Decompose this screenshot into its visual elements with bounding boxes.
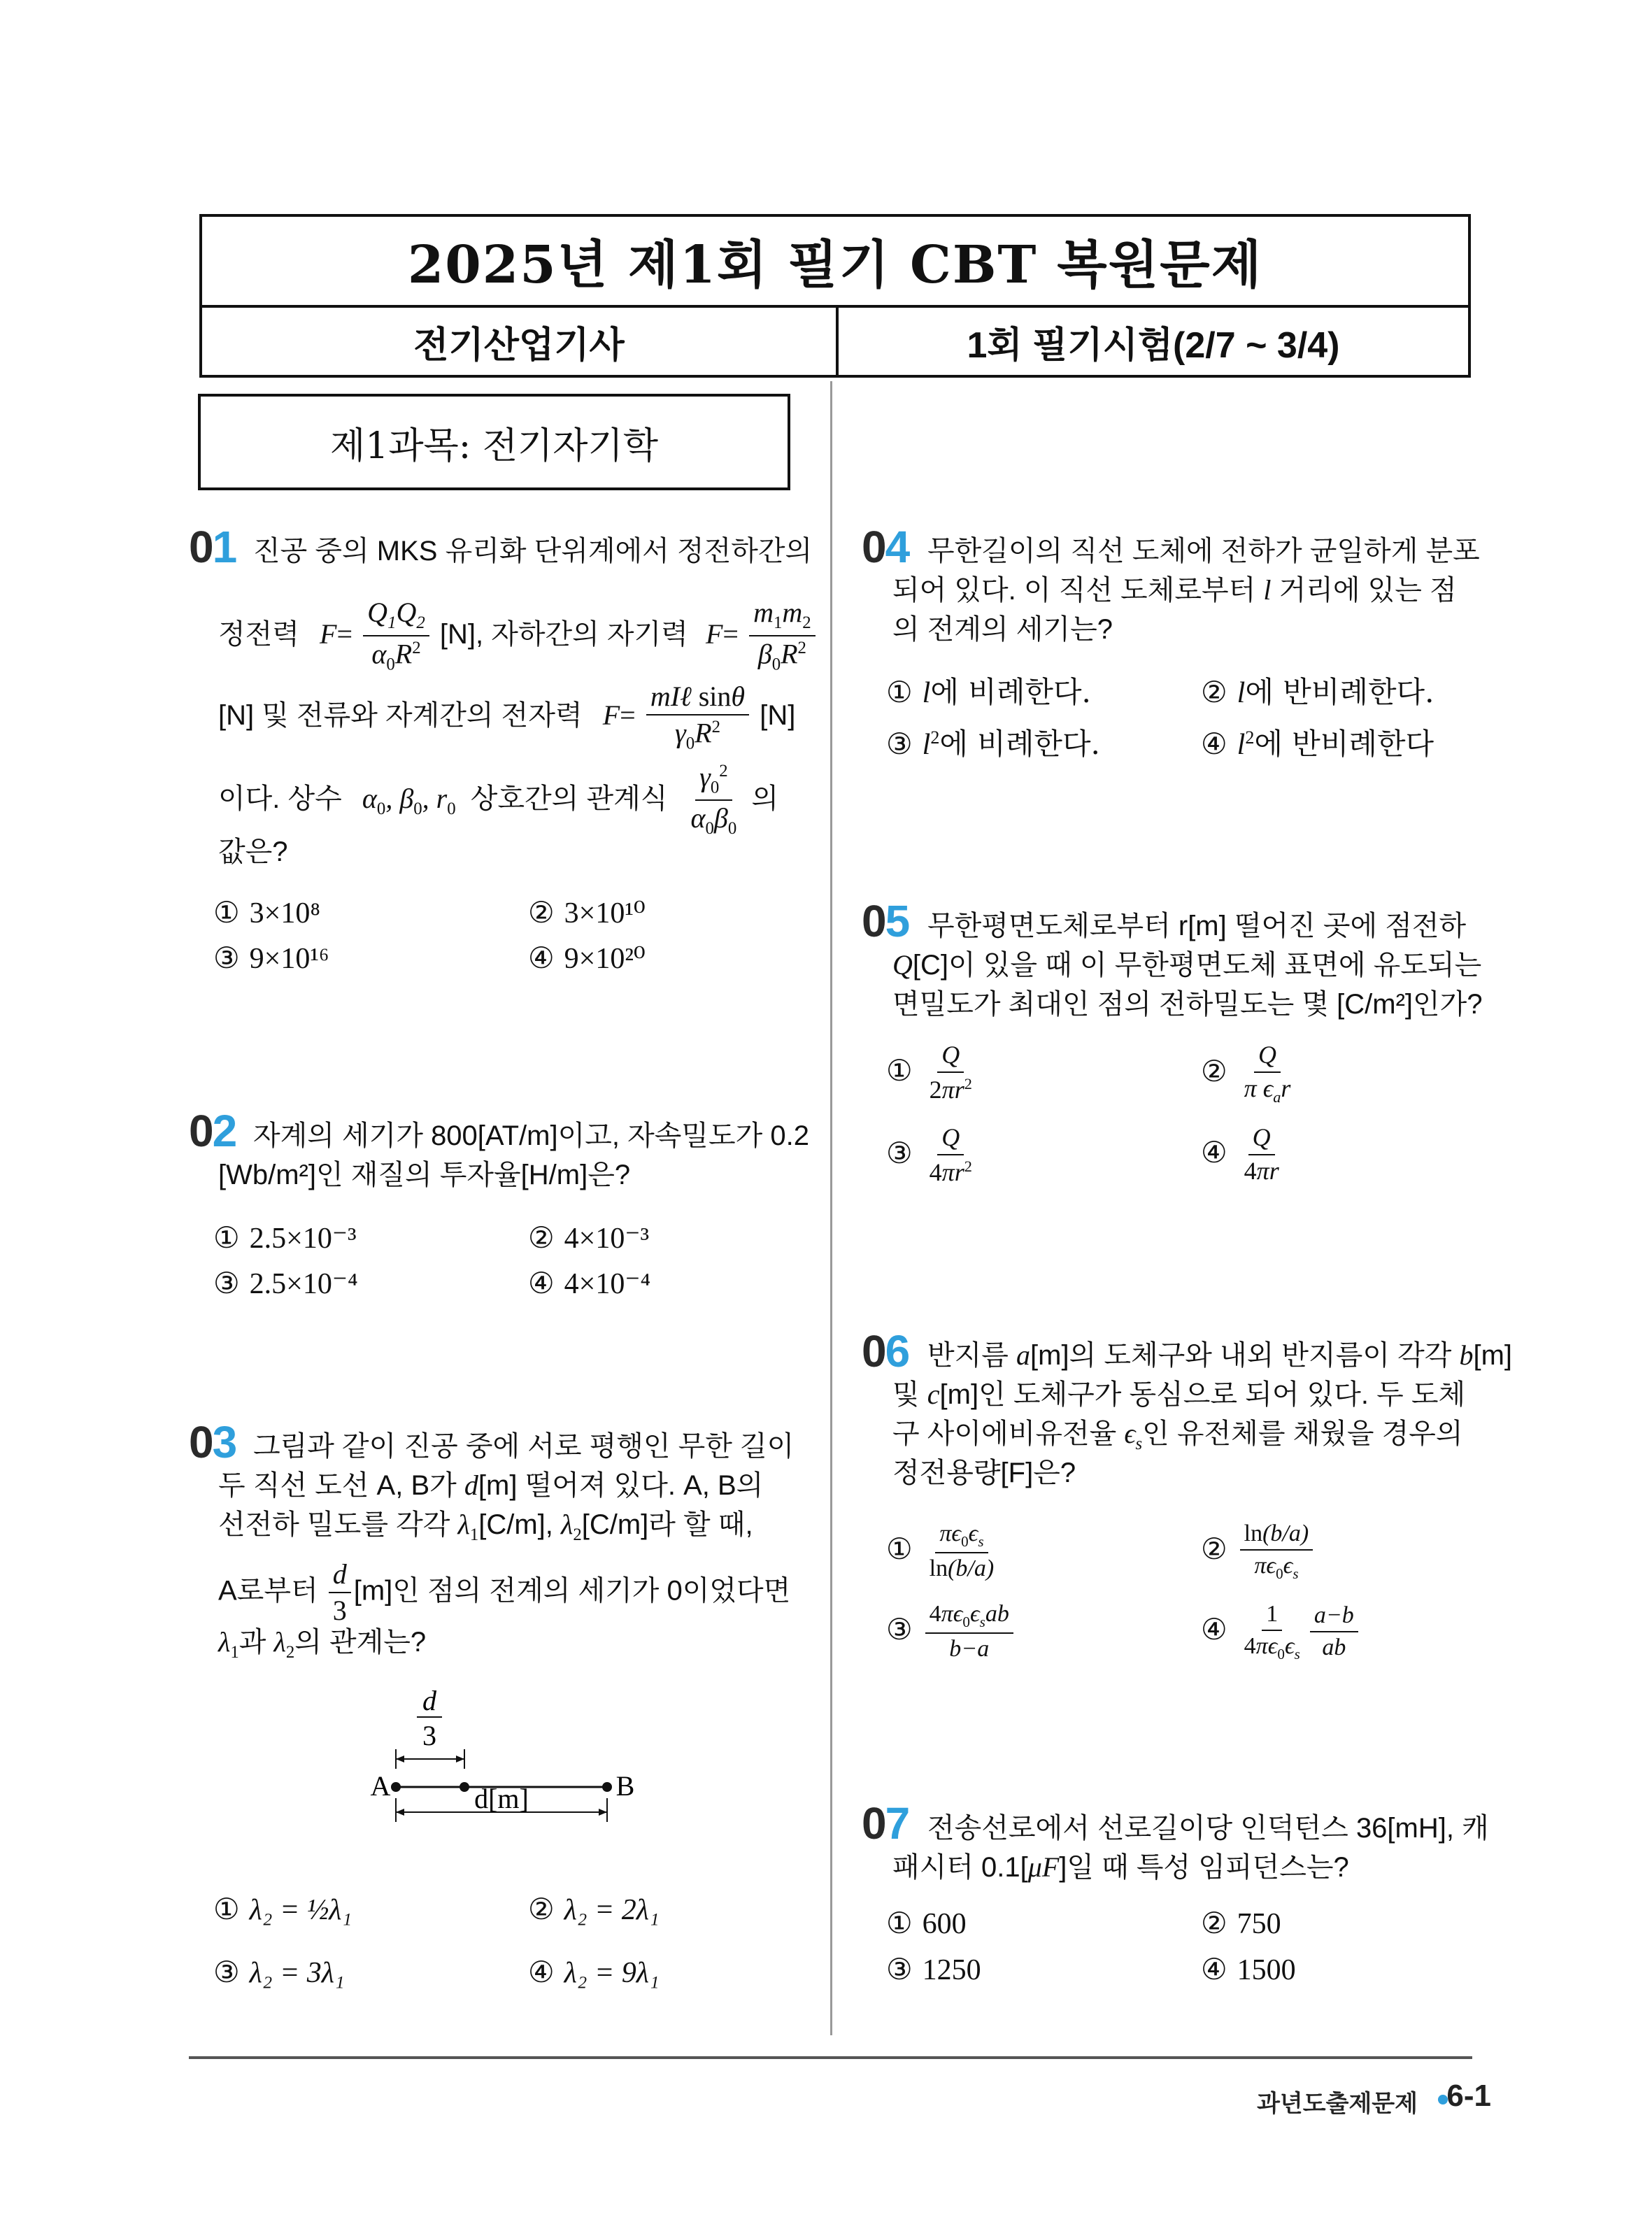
- column-divider: [830, 381, 832, 2035]
- question-text: 패시터 0.1[μF]일 때 특성 임피던스는?: [892, 1851, 1349, 1883]
- question-text: 구 사이에비유전율 $\epsilon_s$인 유전체를 채웠을 경우의: [892, 1418, 1463, 1453]
- figure-top-denominator: 3: [422, 1720, 436, 1751]
- page-number: 6-1: [1446, 2079, 1491, 2113]
- distance-figure: [357, 1682, 650, 1850]
- option-1[interactable]: ① 2.5×10⁻³: [213, 1220, 357, 1255]
- option-4[interactable]: ④ λ₂ = 9λ₁: [528, 1955, 660, 1989]
- question-text: 무한평면도체로부터 r[m] 떨어진 곳에 점전하: [927, 911, 1467, 941]
- question-text: A로부터 $\frac{d}{3}$ [m]인 점의 전계의 세기가 0이었다면: [218, 1558, 791, 1626]
- option-1[interactable]: ① l에 비례한다.: [886, 675, 1091, 709]
- question-text: 반지름 a[m]의 도체구와 내외 반지름이 각각 b[m]: [927, 1339, 1513, 1371]
- question-text: 두 직선 도선 A, B가 d[m] 떨어져 있다. A, B의: [218, 1469, 764, 1501]
- question-text: 되어 있다. 이 직선 도체로부터 l 거리에 있는 점: [892, 574, 1457, 606]
- question-number-05: 05: [862, 896, 909, 946]
- option-2[interactable]: ② 3×10¹⁰: [528, 895, 646, 930]
- question-text: 값은?: [218, 836, 288, 867]
- question-number-01: 01: [189, 522, 236, 572]
- figure-label-b: B: [615, 1770, 635, 1802]
- option-2[interactable]: ② l에 반비례한다.: [1201, 675, 1434, 709]
- header-box: [199, 214, 1471, 378]
- option-4[interactable]: ④ 4×10⁻⁴: [528, 1266, 651, 1300]
- option-3[interactable]: ③ $\frac{4\pi\epsilon_0\epsilon_sab}{b-a}$: [886, 1602, 1016, 1662]
- option-2[interactable]: ② 4×10⁻³: [528, 1220, 650, 1255]
- option-1[interactable]: ① $\frac{Q}{2\pi r^2}$: [886, 1041, 972, 1104]
- figure-bottom-label: d[m]: [474, 1783, 529, 1814]
- option-2[interactable]: ② $\frac{\ln(b/a)}{\pi\epsilon_0\epsilon_s}$: [1201, 1521, 1316, 1581]
- question-text: 진공 중의 MKS 유리화 단위계에서 정전하간의: [253, 536, 813, 567]
- option-3[interactable]: ③ λ₂ = 3λ₁: [213, 1955, 345, 1989]
- question-number-06: 06: [862, 1326, 909, 1376]
- subject-heading: 제1과목: 전기자기학: [198, 394, 790, 490]
- question-text: [Wb/m²]인 재질의 투자율[H/m]은?: [218, 1160, 631, 1190]
- question-text: 선전하 밀도를 각각 $\lambda_1[C/m]$, $\lambda_2[C/m]$라 할 때,: [218, 1509, 753, 1544]
- option-4[interactable]: ④ 1500: [1201, 1952, 1296, 1986]
- question-number-04: 04: [862, 522, 909, 572]
- question-text: 전송선로에서 선로길이당 인덕턴스 36[mH], 캐: [927, 1813, 1489, 1844]
- question-text: 면밀도가 최대인 점의 전하밀도는 몇 [C/m²]인가?: [892, 989, 1483, 1020]
- option-4[interactable]: ④ 9×10²⁰: [528, 941, 646, 975]
- question-text: 정전력 F= $\frac{Q_1Q_2}{\alpha_0R^2}$ [N], 자하간의 자기력 F= $\frac{m_1m_2}{\beta_0R^2}$: [218, 598, 818, 674]
- question-text: [N] 및 전류와 자계간의 전자력 F= $\frac{\text{mIℓ sinθ}}{\gamma_0R^2}$ [N]: [218, 681, 796, 753]
- question-text: 무한길이의 직선 도체에 전하가 균일하게 분포: [927, 536, 1480, 567]
- option-4[interactable]: ④ $l^2$에 반비례한다: [1201, 727, 1434, 761]
- option-2[interactable]: ② λ₂ = 2λ₁: [528, 1892, 660, 1926]
- figure-top-numerator: d: [422, 1685, 436, 1716]
- question-number-07: 07: [862, 1798, 909, 1849]
- question-number-03: 03: [189, 1417, 236, 1467]
- option-3[interactable]: ③ $\frac{Q}{4\pi r^2}$: [886, 1123, 972, 1186]
- page-title: 2025년 제1회 필기 CBT 복원문제: [202, 217, 1468, 308]
- option-4[interactable]: ④ $\frac{Q}{4\pi r}$: [1201, 1123, 1279, 1185]
- option-1[interactable]: ① $\frac{\pi\epsilon_0\epsilon_s}{\ln(b/a)}$: [886, 1521, 995, 1581]
- header-exam-name: 전기산업기사: [202, 308, 839, 375]
- question-text: $\lambda_1$과 $\lambda_2$의 관계는?: [218, 1626, 427, 1662]
- header-exam-session: 1회 필기시험(2/7 ~ 3/4): [967, 325, 1340, 366]
- option-3[interactable]: ③ $l^2$에 비례한다.: [886, 727, 1100, 761]
- question-text: 정전용량[F]은?: [892, 1458, 1076, 1488]
- question-text: 및 c[m]인 도체구가 동심으로 되어 있다. 두 도체: [892, 1379, 1466, 1410]
- question-text: 이다. 상수 $\alpha_0$, $\beta_0$, $r_0$ 상호간의 관계식 $\frac{\gamma_0^2}{\alpha_0\beta_0}$ 의: [218, 761, 778, 839]
- option-2[interactable]: ② 750: [1201, 1906, 1281, 1940]
- question-text: Q[C]이 있을 때 이 무한평면도체 표면에 유도되는: [892, 949, 1482, 981]
- option-2[interactable]: ② $\frac{Q}{\pi \epsilon_ar}$: [1201, 1041, 1291, 1106]
- option-3[interactable]: ③ 9×10¹⁶: [213, 941, 329, 975]
- option-3[interactable]: ③ 2.5×10⁻⁴: [213, 1266, 358, 1300]
- option-4[interactable]: ④ $\frac{1}{4\pi\epsilon_0\epsilon_s}$ $\frac{a-b}{ab}$: [1201, 1602, 1361, 1662]
- question-text: 자계의 세기가 800[AT/m]이고, 자속밀도가 0.2: [253, 1120, 810, 1151]
- question-text: 의 전계의 세기는?: [892, 614, 1113, 645]
- figure-label-a: A: [370, 1770, 391, 1802]
- question-text: 그림과 같이 진공 중에 서로 평행인 무한 길이: [253, 1431, 795, 1462]
- option-1[interactable]: ① λ₂ = ½λ₁: [213, 1892, 353, 1926]
- footer-rule: [189, 2056, 1472, 2059]
- footer-section-label: 과년도출제문제: [1257, 2091, 1418, 2117]
- question-number-02: 02: [189, 1106, 236, 1156]
- option-3[interactable]: ③ 1250: [886, 1952, 981, 1986]
- option-1[interactable]: ① 3×10⁸: [213, 895, 320, 930]
- option-1[interactable]: ① 600: [886, 1906, 967, 1940]
